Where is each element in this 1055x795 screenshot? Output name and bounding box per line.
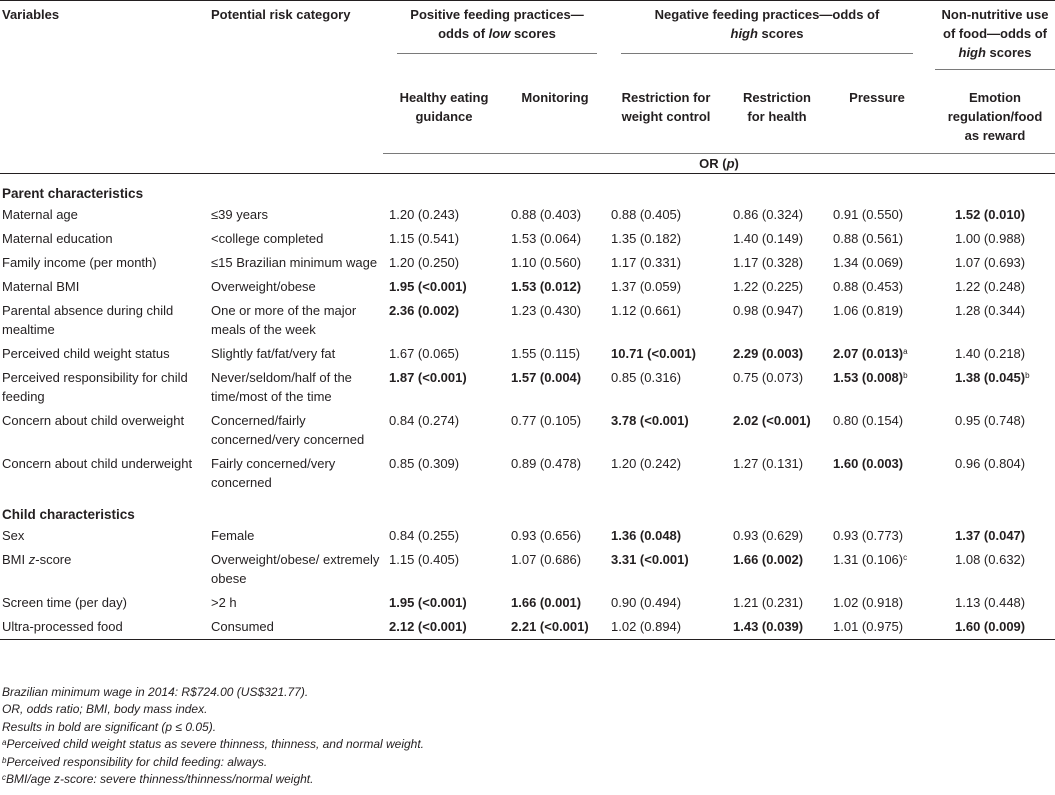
- sub-emotion-text: Emotion regulation/food as reward: [947, 90, 1043, 143]
- table-row: [0, 524, 1055, 548]
- or-value-cell: [605, 251, 727, 275]
- or-value: 2.12 (<0.001): [389, 619, 467, 634]
- or-value: 0.93 (0.773): [833, 528, 904, 543]
- or-value-cell: [383, 203, 505, 227]
- header-row-or: [0, 154, 1055, 174]
- or-value-cell: [927, 409, 1055, 452]
- table-row: [0, 548, 1055, 591]
- or-value-cell: [727, 342, 827, 366]
- footnote-marker: c: [903, 553, 908, 562]
- or-value-cell: [505, 227, 605, 251]
- or-value-cell: [927, 227, 1055, 251]
- risk-category-cell: >2 h: [211, 595, 237, 610]
- or-value: 0.88 (0.403): [511, 207, 582, 222]
- or-value-cell: [505, 251, 605, 275]
- or-value-cell: [383, 591, 505, 615]
- footnote-text: Perceived child weight status as severe thinness, thinness, and normal weight.: [6, 737, 425, 752]
- footnote-marker: b: [2, 755, 7, 765]
- or-value-cell: [505, 452, 605, 495]
- or-value: 0.75 (0.073): [733, 370, 804, 385]
- table-row: [0, 615, 1055, 640]
- table-row: [0, 251, 1055, 275]
- or-value: 1.31 (0.106): [833, 552, 904, 567]
- positive-group-low: low: [488, 26, 511, 41]
- footnote-marker: a: [2, 738, 7, 748]
- variable-cell: Screen time (per day): [2, 595, 127, 610]
- or-label: OR (: [699, 156, 727, 171]
- or-value: 0.93 (0.629): [733, 528, 804, 543]
- or-value: 1.17 (0.328): [733, 255, 804, 270]
- or-value: 1.55 (0.115): [511, 346, 581, 361]
- footnote-text: Brazilian minimum wage in 2014: R$724.00 (US$321.77).: [2, 685, 309, 699]
- variable-cell: BMI z-score: [2, 552, 72, 567]
- or-value: 1.20 (0.250): [389, 255, 460, 270]
- footnote: [2, 684, 424, 701]
- risk-category-cell: Overweight/obese/ extremely obese: [211, 552, 380, 586]
- or-value: 1.57 (0.004): [511, 370, 582, 385]
- variable-cell: Sex: [2, 528, 25, 543]
- risk-category-cell: Female: [211, 528, 255, 543]
- or-value: 1.66 (0.002): [733, 552, 804, 567]
- table-row: [0, 227, 1055, 251]
- or-value: 1.23 (0.430): [511, 303, 582, 318]
- header-negative-group: [605, 1, 927, 73]
- or-value: 1.95 (<0.001): [389, 279, 467, 294]
- or-value: 1.34 (0.069): [833, 255, 904, 270]
- or-value-cell: [383, 366, 505, 409]
- or-value: 1.28 (0.344): [955, 303, 1026, 318]
- risk-category-cell: <college completed: [211, 231, 324, 246]
- or-value: 0.89 (0.478): [511, 456, 582, 471]
- or-value: 1.21 (0.231): [733, 595, 804, 610]
- or-value-cell: [927, 615, 1055, 640]
- or-value-cell: [827, 251, 927, 275]
- or-value-cell: [727, 299, 827, 342]
- or-value-cell: [827, 275, 927, 299]
- risk-category-cell: Never/seldom/half of the time/most of the time: [211, 370, 352, 404]
- footnote: [2, 719, 424, 736]
- or-value-cell: [927, 342, 1055, 366]
- header-variables: Variables: [2, 7, 60, 22]
- risk-category-cell: Fairly concerned/very concerned: [211, 456, 336, 490]
- footnote-marker: b: [1025, 371, 1030, 380]
- or-value: 1.20 (0.242): [611, 456, 682, 471]
- or-value-cell: [383, 275, 505, 299]
- or-value-cell: [383, 409, 505, 452]
- or-value-cell: [727, 524, 827, 548]
- table-body: [0, 174, 1055, 646]
- or-value-cell: [605, 299, 727, 342]
- or-value: 1.08 (0.632): [955, 552, 1026, 567]
- or-value: 0.80 (0.154): [833, 413, 904, 428]
- or-value: 0.88 (0.561): [833, 231, 904, 246]
- or-value: 0.77 (0.105): [511, 413, 582, 428]
- or-value-cell: [827, 227, 927, 251]
- or-value: 2.07 (0.013): [833, 346, 904, 361]
- risk-category-cell: Overweight/obese: [211, 279, 316, 294]
- or-value-cell: [383, 299, 505, 342]
- or-value-cell: [927, 524, 1055, 548]
- or-value-cell: [383, 548, 505, 591]
- or-value: 0.84 (0.255): [389, 528, 460, 543]
- variable-cell: Concern about child underweight: [2, 456, 193, 471]
- or-value: 0.95 (0.748): [955, 413, 1026, 428]
- or-p: p: [726, 156, 735, 171]
- or-value: 1.53 (0.012): [511, 279, 582, 294]
- or-value: 1.66 (0.001): [511, 595, 582, 610]
- or-value: 1.15 (0.541): [389, 231, 460, 246]
- or-value-cell: [927, 452, 1055, 495]
- footnote: [2, 701, 424, 718]
- or-value-cell: [727, 548, 827, 591]
- header-nonnutritive-group: [927, 1, 1055, 73]
- or-value: 1.40 (0.218): [955, 346, 1026, 361]
- or-value-cell: [505, 275, 605, 299]
- or-value: 10.71 (<0.001): [611, 346, 696, 361]
- header-restriction-weight: [605, 72, 727, 154]
- or-value: 1.07 (0.693): [955, 255, 1026, 270]
- or-value-cell: [505, 548, 605, 591]
- or-value: 1.22 (0.225): [733, 279, 804, 294]
- or-value-cell: [727, 452, 827, 495]
- or-value: 1.15 (0.405): [389, 552, 460, 567]
- sub-restriction-health-text: Restriction for health: [743, 90, 811, 124]
- or-value-cell: [827, 342, 927, 366]
- or-value-cell: [727, 591, 827, 615]
- or-value-cell: [383, 524, 505, 548]
- variable-cell: Maternal age: [2, 207, 78, 222]
- or-value-cell: [827, 409, 927, 452]
- footnote-marker: b: [903, 371, 908, 380]
- header-risk-category: Potential risk category: [211, 7, 351, 22]
- or-value: 1.87 (<0.001): [389, 370, 467, 385]
- or-value-cell: [727, 409, 827, 452]
- or-value-cell: [927, 251, 1055, 275]
- or-value: 0.88 (0.405): [611, 207, 682, 222]
- variable-cell: Family income (per month): [2, 255, 157, 270]
- risk-category-cell: Concerned/fairly concerned/very concerned: [211, 413, 365, 447]
- section-header: [0, 174, 1055, 203]
- or-value-cell: [827, 452, 927, 495]
- or-value: 3.31 (<0.001): [611, 552, 689, 567]
- or-value: 0.91 (0.550): [833, 207, 904, 222]
- or-value-cell: [383, 452, 505, 495]
- or-value-cell: [605, 409, 727, 452]
- or-value: 0.96 (0.804): [955, 456, 1026, 471]
- header-restriction-health: [727, 72, 827, 154]
- or-value: 1.07 (0.686): [511, 552, 582, 567]
- or-value-cell: [505, 299, 605, 342]
- or-value: 1.13 (0.448): [955, 595, 1026, 610]
- or-value: 1.35 (0.182): [611, 231, 682, 246]
- variable-cell: Ultra-processed food: [2, 619, 123, 634]
- or-value: 0.86 (0.324): [733, 207, 804, 222]
- or-value-cell: [505, 524, 605, 548]
- or-value-cell: [827, 591, 927, 615]
- or-value-cell: [505, 203, 605, 227]
- or-value-cell: [827, 524, 927, 548]
- or-value-cell: [927, 548, 1055, 591]
- or-value: 1.20 (0.243): [389, 207, 460, 222]
- table-row: [0, 409, 1055, 452]
- header-positive-group: [383, 1, 605, 73]
- table-row: [0, 299, 1055, 342]
- or-value-cell: [605, 227, 727, 251]
- or-value: 1.36 (0.048): [611, 528, 682, 543]
- nonnutritive-line2: of food—odds of: [943, 26, 1047, 41]
- sub-restriction-weight-text: Restriction for weight control: [621, 90, 711, 124]
- or-value-cell: [605, 275, 727, 299]
- or-value: 1.38 (0.045): [955, 370, 1026, 385]
- or-value: 1.17 (0.331): [611, 255, 682, 270]
- or-value: 0.85 (0.309): [389, 456, 460, 471]
- or-value-cell: [383, 615, 505, 640]
- or-value: 1.40 (0.149): [733, 231, 804, 246]
- footnote: [2, 771, 424, 788]
- or-value: 0.85 (0.316): [611, 370, 682, 385]
- or-value: 0.93 (0.656): [511, 528, 582, 543]
- or-value-cell: [827, 299, 927, 342]
- table-row: [0, 203, 1055, 227]
- header-row-groups: [0, 1, 1055, 73]
- footnotes: [2, 684, 424, 788]
- or-value: 0.88 (0.453): [833, 279, 904, 294]
- or-value-cell: [383, 227, 505, 251]
- or-value-cell: [505, 591, 605, 615]
- or-value-cell: [505, 366, 605, 409]
- or-value-cell: [827, 548, 927, 591]
- or-value-cell: [383, 342, 505, 366]
- or-value-cell: [605, 615, 727, 640]
- table-row: [0, 452, 1055, 495]
- or-value: 1.60 (0.009): [955, 619, 1026, 634]
- or-value: 1.22 (0.248): [955, 279, 1026, 294]
- negative-group-line1: Negative feeding practices—odds of: [654, 7, 880, 22]
- variable-cell: Concern about child overweight: [2, 413, 185, 428]
- or-value: 1.43 (0.039): [733, 619, 804, 634]
- or-value-cell: [505, 342, 605, 366]
- or-value-cell: [827, 203, 927, 227]
- negative-group-high: high: [730, 26, 758, 41]
- or-value: 2.36 (0.002): [389, 303, 460, 318]
- or-value-cell: [605, 203, 727, 227]
- table-row: [0, 342, 1055, 366]
- or-value-cell: [927, 299, 1055, 342]
- nonnutritive-line1: Non-nutritive use: [941, 7, 1049, 22]
- footnote-text: BMI/age z-score: severe thinness/thinness/normal weight.: [6, 772, 314, 787]
- or-value: 0.90 (0.494): [611, 595, 682, 610]
- or-value-cell: [383, 251, 505, 275]
- or-value: 0.98 (0.947): [733, 303, 804, 318]
- risk-category-cell: ≤39 years: [211, 207, 268, 222]
- or-value: 0.84 (0.274): [389, 413, 460, 428]
- or-value-cell: [727, 251, 827, 275]
- risk-category-cell: ≤15 Brazilian minimum wage: [211, 255, 378, 270]
- or-value: 1.00 (0.988): [955, 231, 1026, 246]
- or-value: 1.53 (0.008): [833, 370, 904, 385]
- table-row: [0, 275, 1055, 299]
- or-value-cell: [505, 615, 605, 640]
- header-emotion-regulation: [927, 72, 1055, 154]
- footnote-marker: c: [2, 773, 6, 783]
- variable-cell: Maternal education: [2, 231, 113, 246]
- table-row: [0, 591, 1055, 615]
- footnote: [2, 754, 424, 771]
- or-value: 1.95 (<0.001): [389, 595, 467, 610]
- footnote-marker: a: [903, 347, 908, 356]
- or-value: 1.27 (0.131): [733, 456, 804, 471]
- or-value-cell: [605, 591, 727, 615]
- positive-group-odds: odds of: [438, 26, 489, 41]
- table-row: [0, 366, 1055, 409]
- or-value-cell: [927, 203, 1055, 227]
- variable-cell: Perceived child weight status: [2, 346, 170, 361]
- header-row-subcolumns: [0, 72, 1055, 154]
- or-value: 1.10 (0.560): [511, 255, 582, 270]
- section-title: Child characteristics: [2, 507, 135, 522]
- section-header: [0, 495, 1055, 524]
- or-value: 2.29 (0.003): [733, 346, 804, 361]
- header-pressure: Pressure: [849, 90, 905, 105]
- positive-group-line1: Positive feeding practices—: [410, 7, 584, 22]
- or-value-cell: [727, 615, 827, 640]
- or-value: 1.12 (0.661): [611, 303, 682, 318]
- variable-cell: Perceived responsibility for child feeding: [2, 370, 188, 404]
- negative-group-scores: scores: [757, 26, 804, 41]
- or-value-cell: [927, 275, 1055, 299]
- or-value: 1.60 (0.003): [833, 456, 904, 471]
- header-healthy-eating-guidance: [383, 72, 505, 154]
- risk-category-cell: One or more of the major meals of the week: [211, 303, 357, 337]
- or-value-cell: [827, 366, 927, 409]
- or-value-cell: [505, 409, 605, 452]
- or-value: 1.01 (0.975): [833, 619, 904, 634]
- or-value: 2.21 (<0.001): [511, 619, 589, 634]
- nonnutritive-high: high: [958, 45, 986, 60]
- or-value-cell: [727, 366, 827, 409]
- or-value-cell: [727, 227, 827, 251]
- header-monitoring: Monitoring: [521, 90, 589, 105]
- or-value: 1.02 (0.894): [611, 619, 682, 634]
- or-value-cell: [927, 591, 1055, 615]
- or-value-cell: [605, 548, 727, 591]
- header-or-p: [383, 154, 1055, 174]
- risk-category-cell: Consumed: [211, 619, 274, 634]
- or-value-cell: [605, 524, 727, 548]
- risk-category-cell: Slightly fat/fat/very fat: [211, 346, 336, 361]
- or-value: 3.78 (<0.001): [611, 413, 689, 428]
- sub-healthy-text: Healthy eating guidance: [399, 90, 489, 124]
- variable-cell: Parental absence during child mealtime: [2, 303, 174, 337]
- or-value: 2.02 (<0.001): [733, 413, 811, 428]
- footnote: [2, 736, 424, 753]
- or-value: 1.52 (0.010): [955, 207, 1026, 222]
- or-value-cell: [605, 366, 727, 409]
- or-value-cell: [927, 366, 1055, 409]
- or-value-cell: [827, 615, 927, 640]
- or-value: 1.37 (0.059): [611, 279, 682, 294]
- or-value: 1.67 (0.065): [389, 346, 460, 361]
- or-value: 1.02 (0.918): [833, 595, 904, 610]
- or-value: 1.06 (0.819): [833, 303, 904, 318]
- or-close: ): [734, 156, 739, 171]
- variable-cell: Maternal BMI: [2, 279, 80, 294]
- or-value-cell: [727, 275, 827, 299]
- nonnutritive-scores: scores: [985, 45, 1032, 60]
- footnote-text: Perceived responsibility for child feeding: always.: [6, 754, 268, 769]
- section-title: Parent characteristics: [2, 186, 144, 201]
- positive-group-scores: scores: [510, 26, 556, 41]
- or-value-cell: [727, 203, 827, 227]
- footnote-text: OR, odds ratio; BMI, body mass index.: [2, 702, 208, 717]
- or-value: 1.53 (0.064): [511, 231, 582, 246]
- footnote-text: Results in bold are significant (p ≤ 0.05).: [2, 719, 217, 734]
- or-value-cell: [605, 452, 727, 495]
- or-value-cell: [605, 342, 727, 366]
- or-value: 1.37 (0.047): [955, 528, 1026, 543]
